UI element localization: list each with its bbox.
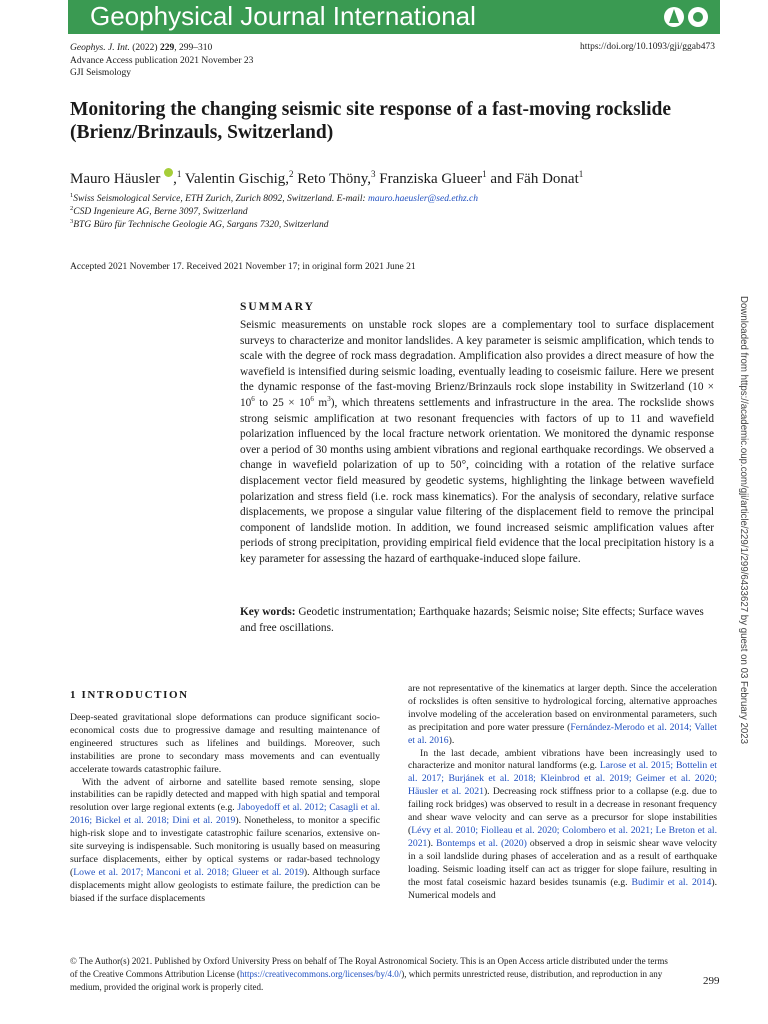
section-label: GJI Seismology: [70, 68, 131, 78]
author-name[interactable]: Franziska Glueer: [379, 171, 483, 187]
affiliation: $^1$Swiss Seismological Service, ETH Zurich, Zurich 8092, Switzerland. E-mail: mauro.haeusler@sed.ethz.ch: [70, 191, 478, 204]
keywords: [240, 605, 714, 636]
citation-year: (2022): [129, 43, 160, 53]
citation-link[interactable]: Jaboyedoff et al. 2012; Casagli et al. 2016; Bickel et al. 2018; Dini et al. 2019: [70, 802, 380, 827]
paragraph: are not representative of the kinematics at larger depth. Since the acceleration of rockslides is often sensitive to hydrological forcing, alternative approaches involve modeling of the acceleration based on environmental parameters, such as precipitation and pore water pressure (Fernández-Merodo et al. 2014; Vallet et al. 2016).: [408, 683, 717, 746]
download-notice: Downloaded from https://academic.oup.com/gji/article/229/1/299/6433627 by guest on 03 February 2023: [738, 296, 749, 745]
intro-column-left: [70, 712, 380, 906]
intro-column-right: [408, 683, 717, 902]
advance-access: Advance Access publication 2021 November 23: [70, 55, 254, 66]
author-list: Mauro Häusler ,$^1$ Valentin Gischig,$^2$ Reto Thöny,$^3$ Franziska Glueer$^1$ and Fäh Donat$^1$: [70, 169, 584, 187]
affiliation: $^2$CSD Ingenieure AG, Berne 3097, Switzerland: [70, 204, 248, 217]
keywords-list: Geodetic instrumentation; Earthquake hazards; Seismic noise; Site effects; Surface waves and free oscillations.: [240, 606, 704, 634]
citation-link[interactable]: Larose et al. 2015; Bottelin et al. 2017; Burjánek et al. 2018; Kleinbrod et al. 2019; Geimer et al. 2020; Häusler et al. 2021: [408, 760, 717, 798]
affiliations: [70, 193, 478, 232]
article-title: Monitoring the changing seismic site response of a fast-moving rockslide (Brienz/Brinzauls, Switzerland): [70, 99, 672, 143]
keywords-label: Key words:: [240, 606, 296, 618]
intro-heading: 1 INTRODUCTION: [70, 689, 189, 701]
affiliation: $^3$BTG Büro für Technische Geologie AG, Sargans 7320, Switzerland: [70, 217, 329, 230]
accepted-dates: Accepted 2021 November 17. Received 2021 November 17; in original form 2021 June 21: [70, 262, 416, 272]
license-link[interactable]: https://creativecommons.org/licenses/by/4.0/: [239, 969, 402, 979]
citation-link[interactable]: Budimir et al. 2014: [631, 876, 712, 888]
license-footer: © The Author(s) 2021. Published by Oxford University Press on behalf of The Royal Astronomical Society. This is an Open Access article distributed under the terms of the Creative Commons Attribution License (https://creativecommons.org/licenses/by/4.0/), which permits unrestricted reuse, distribution, and reproduction in any medium, provided the original work is properly cited.: [70, 956, 668, 992]
citation-pages: , 299–310: [174, 43, 213, 53]
author-sup: 1: [176, 169, 182, 179]
email-link[interactable]: mauro.haeusler@sed.ethz.ch: [368, 194, 478, 204]
author-sup: 1: [482, 169, 487, 179]
paragraph: Deep-seated gravitational slope deformations can produce significant socio-economical costs due to progressive damage and resulting maintenance of engineered structures such as lifelines and buildings. Moreover, such instabilities are prone to secondary mass movements and can eventually accelerate towards catastrophic failure.: [70, 712, 380, 775]
author-sup: 2: [289, 169, 294, 179]
author-name[interactable]: and Fäh Donat: [490, 171, 579, 187]
author-sup: 3: [371, 169, 376, 179]
page-number: 299: [703, 975, 720, 987]
author-sup: 1: [578, 169, 584, 179]
summary-text: Seismic measurements on unstable rock slopes are a complementary tool to surface displacement surveys to characterize and monitor landslides. A key parameter is seismic amplification, which tends to scale with the degree of rock mass degradation. Amplification also provides a direct measure of how the wavefield is intensified during seismic loading, eventually leading to coseismic failure. Here we present the dynamic response of the fast-moving Brienz/Brinzauls rock slope instability in Switzerland ($10 \times 10^6$ to $25 \times 10^6$ $m^3$), which threatens settlements and infrastructure in the area. The rockslide shows strong seismic amplification at two resonant frequencies with factors of up to 11 and wavefield polarization influenced by the local fracture network orientation. We monitored the dynamic response over a period of 30 months using ambient vibrations and regional earthquake recordings. We observed a change in wavefield polarization of up to 50°, coinciding with a rotation of the relative surface displacement vector field measured by geodetic systems, highlighting the linkage between wavefield polarization and stress field (i.e. rock mass kinematics). For the analysis of secondary, relative surface displacements, we propose a singular value filtering of the displacement field to remove the principal component of landslide motion. In addition, we found increased seismic amplification values after periods of strong precipitation, providing empirical field evidence that the local precipitation history is a key parameter for assessing the hazard of earthquake-induced slope failure.: [240, 319, 714, 565]
doi-link[interactable]: https://doi.org/10.1093/gji/ggab473: [580, 42, 715, 52]
summary-heading: SUMMARY: [240, 301, 315, 313]
download-sidebar: [737, 296, 751, 774]
ras-seal-icon: [662, 3, 714, 31]
journal-banner: [68, 0, 720, 34]
author-name[interactable]: Valentin Gischig,: [184, 171, 290, 187]
paragraph: In the last decade, ambient vibrations have been increasingly used to characterize and monitor natural landforms (e.g. Larose et al. 2015; Bottelin et al. 2017; Burjánek et al. 2018; Kleinbrod et al. 2019; Geimer et al. 2020; Häusler et al. 2021). Decreasing rock stiffness prior to a collapse (e.g. due to failing rock bridges) was observed to result in a decrease in resonant frequency and shear wave velocity and can serve as a precursor for slope instabilities (Lévy et al. 2010; Fiolleau et al. 2020; Colombero et al. 2021; Le Breton et al. 2021). Bontemps et al. (2020) observed a drop in seismic shear wave velocity in a soil landslide during phases of acceleration and as a result of earthquake loading. Seismic loading itself can act as trigger for slope failure, resulting in the most fatal coseismic hazard besides tsunamis (e.g. Budimir et al. 2014). Numerical models and: [408, 747, 718, 901]
citation-link[interactable]: Fernández-Merodo et al. 2014; Vallet et al. 2016: [408, 721, 717, 746]
citation-link[interactable]: Lévy et al. 2010; Fiolleau et al. 2020; Colombero et al. 2021; Le Breton et al. 2021: [408, 824, 717, 849]
paragraph: With the advent of airborne and satellite based remote sensing, slope instabilities can be rapidly detected and mapped with high spatial and temporal resolution over large regional extents (e.g. Jaboyedoff et al. 2012; Casagli et al. 2016; Bickel et al. 2018; Dini et al. 2019). Nonetheless, to monitor a specific high-risk slope and to investigate catastrophic failure scenarios, extensive on-site surveying is indispensable. Such monitoring is usually based on measuring surface displacements, either by optical systems or radar-based technology (Lowe et al. 2017; Manconi et al. 2018; Glueer et al. 2019). Although surface displacements might allow geologists to estimate failure, the prediction can be biased if the surface displacements: [70, 776, 380, 904]
citation-journal: Geophys. J. Int.: [70, 43, 130, 53]
citation-volume: 229: [159, 43, 175, 53]
citation-meta: [70, 42, 253, 80]
citation-link[interactable]: Bontemps et al. (2020): [436, 837, 527, 849]
journal-title: Geophysical Journal International: [90, 1, 476, 31]
author-name[interactable]: Reto Thöny,: [297, 171, 372, 187]
author-name[interactable]: Mauro Häusler: [70, 171, 161, 187]
citation-link[interactable]: Lowe et al. 2017; Manconi et al. 2018; Glueer et al. 2019: [73, 866, 304, 878]
orcid-icon[interactable]: [164, 168, 173, 177]
